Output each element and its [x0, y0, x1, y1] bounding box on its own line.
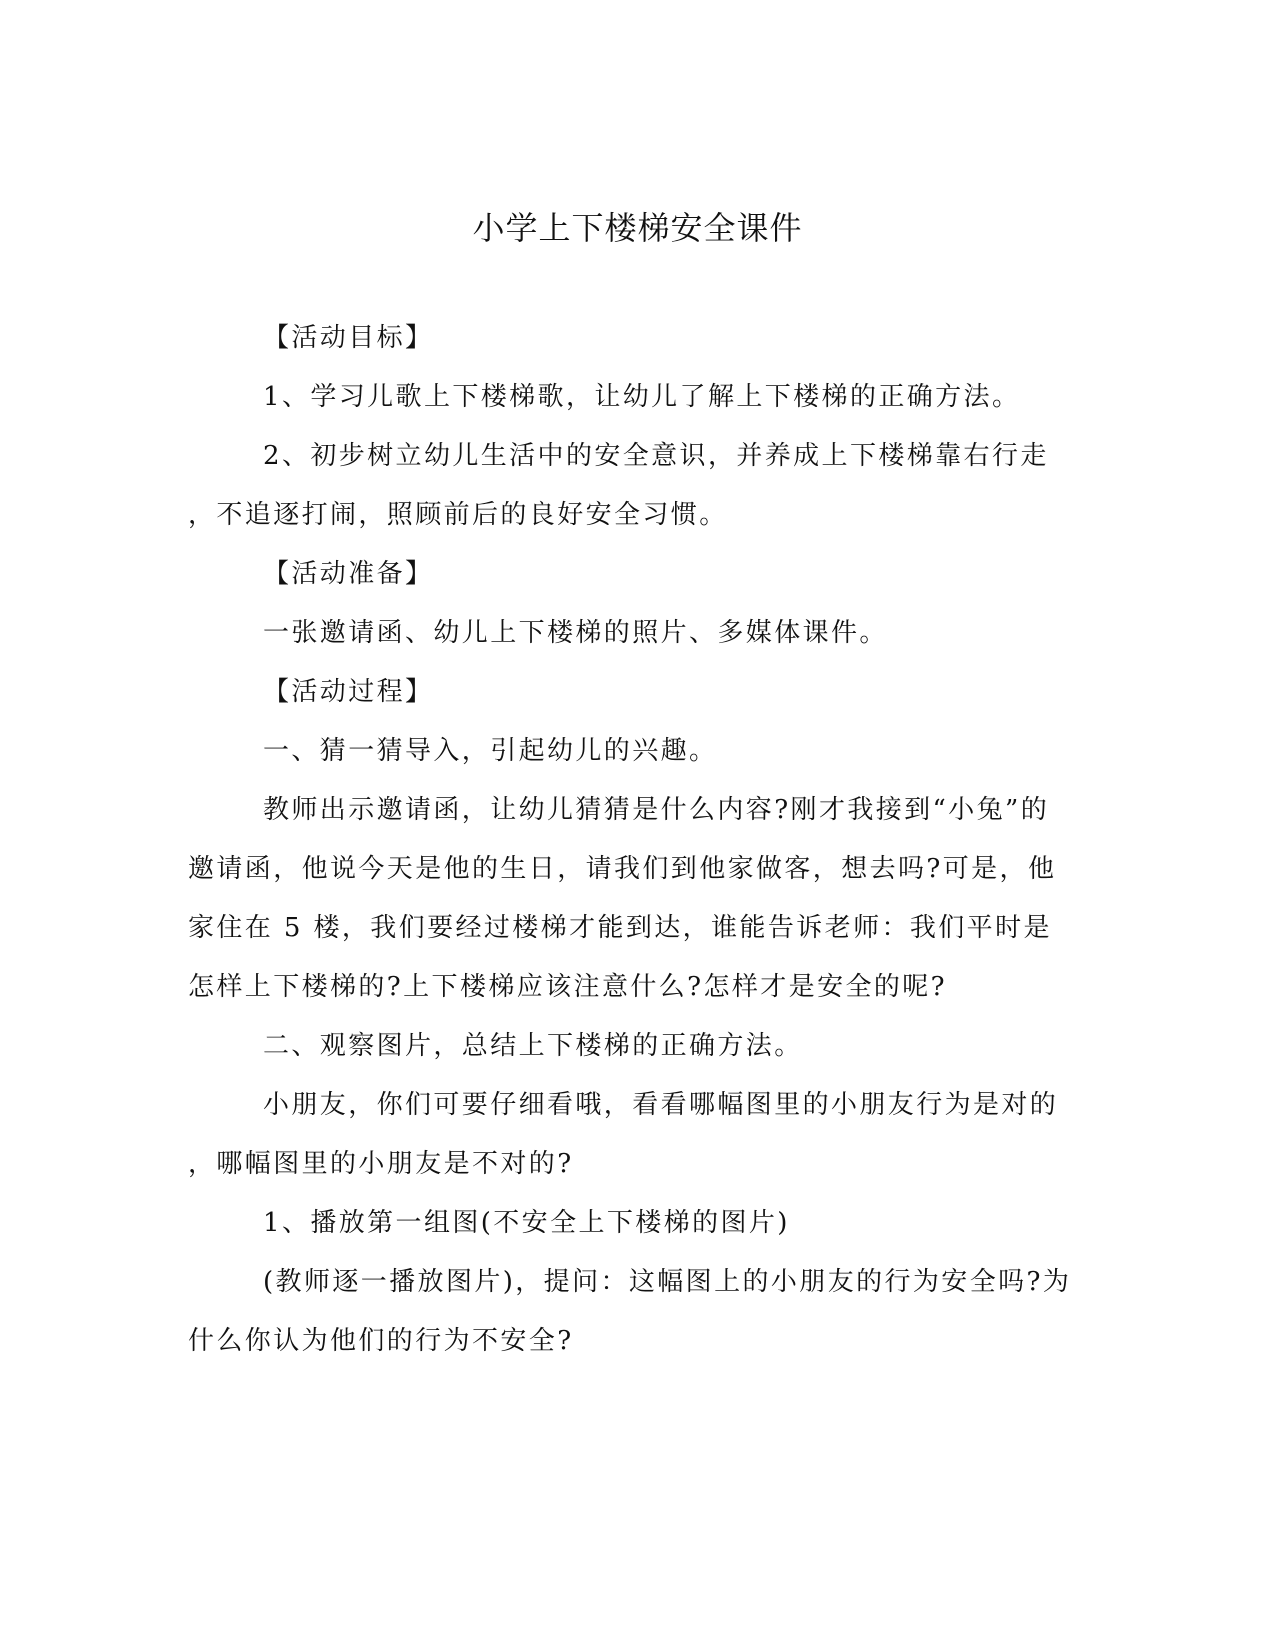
paragraph-line: ，不追逐打闹，照顾前后的良好安全习惯。: [188, 500, 728, 530]
paragraph-line: (教师逐一播放图片)，提问：这幅图上的小朋友的行为安全吗?为: [263, 1267, 1072, 1297]
paragraph-line: 一、猜一猜导入，引起幼儿的兴趣。: [263, 736, 718, 766]
paragraph-line: 家住在 5 楼，我们要经过楼梯才能到达，谁能告诉老师：我们平时是: [188, 913, 1052, 943]
section-heading-process: 【活动过程】: [263, 677, 434, 707]
paragraph-line: 一张邀请函、幼儿上下楼梯的照片、多媒体课件。: [263, 618, 888, 648]
paragraph-line: 2、初步树立幼儿生活中的安全意识，并养成上下楼梯靠右行走: [263, 441, 1049, 471]
paragraph-line: ，哪幅图里的小朋友是不对的?: [188, 1149, 574, 1179]
paragraph-line: 怎样上下楼梯的?上下楼梯应该注意什么?怎样才是安全的呢?: [188, 972, 948, 1002]
paragraph-line: 1、学习儿歌上下楼梯歌，让幼儿了解上下楼梯的正确方法。: [263, 382, 1021, 412]
document-title: 小学上下楼梯安全课件: [472, 209, 803, 247]
section-heading-preparation: 【活动准备】: [263, 559, 434, 589]
paragraph-line: 1、播放第一组图(不安全上下楼梯的图片): [263, 1208, 790, 1238]
paragraph-line: 什么你认为他们的行为不安全?: [188, 1326, 574, 1356]
paragraph-line: 教师出示邀请函，让幼儿猜猜是什么内容?刚才我接到“小兔”的: [263, 795, 1050, 825]
paragraph-line: 小朋友，你们可要仔细看哦，看看哪幅图里的小朋友行为是对的: [263, 1090, 1059, 1120]
section-heading-objectives: 【活动目标】: [263, 323, 434, 353]
paragraph-line: 二、观察图片，总结上下楼梯的正确方法。: [263, 1031, 803, 1061]
paragraph-line: 邀请函，他说今天是他的生日，请我们到他家做客，想去吗?可是，他: [188, 854, 1057, 884]
